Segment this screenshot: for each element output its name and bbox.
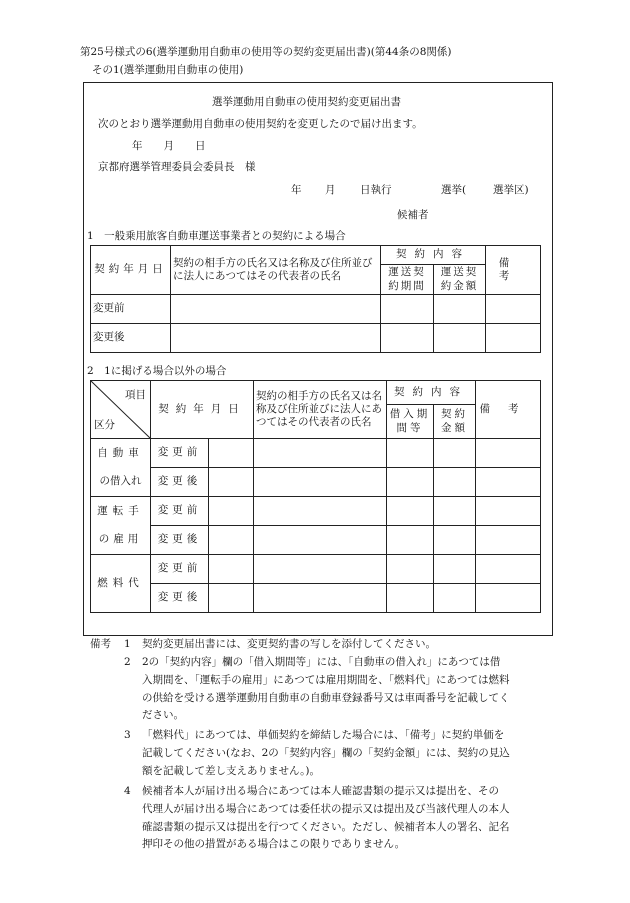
note-2-number: 2 — [124, 656, 131, 668]
form-number: 第25号様式の6(選挙運動用自動車の使用等の契約変更届出書)(第44条の8関係) — [80, 46, 452, 58]
s2-group-vehicle — [91, 439, 151, 497]
s2-header-remarks: 備考 — [476, 381, 541, 439]
s2-group-fuel — [91, 555, 151, 613]
s2-header-contract-content: 契約内容 — [387, 381, 476, 405]
s1-cell-period-after[interactable] — [381, 324, 434, 353]
candidate-label: 候補者 — [397, 209, 429, 221]
election-district: 選挙区) — [493, 184, 529, 196]
election-name: 選挙( — [441, 184, 467, 196]
s2-vehicle-after-date[interactable] — [209, 468, 254, 497]
s1-cell-remarks-after[interactable] — [486, 324, 541, 353]
s2-vehicle-after-amount[interactable] — [434, 468, 476, 497]
note-3 — [142, 727, 510, 780]
s2-driver-before-period[interactable] — [387, 497, 434, 526]
election-year: 年 — [291, 184, 302, 196]
s2-vehicle-before-remarks[interactable] — [476, 439, 541, 468]
s2-vehicle-after-remarks[interactable] — [476, 468, 541, 497]
s2-driver-before-amount[interactable] — [434, 497, 476, 526]
section2-title: 2 1に掲げる場合以外の場合 — [87, 365, 227, 377]
note-4-line-3: 確認書類の提示又は提出を行つてください。ただし、候補者本人の署名、記名 — [142, 820, 510, 833]
s1-cell-party-after[interactable] — [171, 324, 381, 353]
s2-fuel-before-date[interactable] — [209, 555, 254, 584]
notes-label: 備考 — [90, 638, 111, 650]
addressee: 京都府選挙管理委員会委員長 様 — [98, 161, 256, 173]
note-2-line-3: の供給を受ける選挙運動用自動車の自動車登録番号又は車両番号を記載してく — [142, 691, 510, 704]
s1-cell-remarks-before[interactable] — [486, 295, 541, 324]
s2-fuel-after-remarks[interactable] — [476, 584, 541, 613]
s2-fuel-after-period[interactable] — [387, 584, 434, 613]
s1-header-transport-amount: 運送契約金額 — [434, 265, 486, 295]
s2-fuel-before: 変更前 — [151, 555, 209, 584]
s2-group-vehicle-label-b: の借入れ — [99, 474, 142, 487]
s1-header-remarks: 備考 — [486, 246, 541, 295]
election-month: 月 — [325, 184, 336, 196]
s2-group-fuel-label-a: 燃料代 — [97, 576, 144, 589]
note-2-line-4: ださい。 — [142, 709, 184, 722]
s1-cell-amount-after[interactable] — [434, 324, 486, 353]
s1-header-contract-content: 契約内容 — [381, 246, 486, 265]
s2-fuel-before-party[interactable] — [254, 555, 387, 584]
s2-fuel-after-date[interactable] — [209, 584, 254, 613]
s2-driver-after-remarks[interactable] — [476, 526, 541, 555]
s2-fuel-before-amount[interactable] — [434, 555, 476, 584]
section1-title: 1 一般乗用旅客自動車運送事業者との契約による場合 — [87, 230, 346, 242]
section1-table — [90, 245, 541, 353]
s1-row-before: 変更前 — [91, 295, 171, 324]
s1-header-party: 契約の相手方の氏名又は名称及び住所並びに法人にあつてはその代表者の氏名 — [171, 246, 381, 295]
s2-fuel-after: 変更後 — [151, 584, 209, 613]
s2-vehicle-after-party[interactable] — [254, 468, 387, 497]
note-3-line-1: 「燃料代」にあつては、単価契約を締結した場合には、「備考」に契約単価を — [142, 729, 505, 741]
note-4 — [142, 783, 510, 854]
s2-vehicle-before-party[interactable] — [254, 439, 387, 468]
s2-header-contract-amount: 契約金額 — [434, 405, 476, 439]
s2-header-category: 区分 — [94, 418, 115, 431]
s2-group-driver-label-b: の雇用 — [98, 532, 143, 545]
note-3-line-2: 記載してください(なお、2の「契約内容」欄の「契約金額」には、契約の見込 — [142, 746, 510, 759]
form-title: 選挙運動用自動車の使用契約変更届出書 — [212, 96, 401, 108]
s2-vehicle-before: 変更前 — [151, 439, 209, 468]
s2-driver-after-date[interactable] — [209, 526, 254, 555]
note-2-line-1: 2の「契約内容」欄の「借入期間等」には、「自動車の借入れ」にあつては借 — [142, 656, 501, 668]
form-subtitle: その1(選挙運動用自動車の使用) — [92, 64, 244, 76]
s2-header-party: 契約の相手方の氏名又は名称及び住所並びに法人にあつてはその代表者の氏名 — [254, 381, 387, 439]
s1-cell-party-before[interactable] — [171, 295, 381, 324]
s1-header-transport-period: 運送契約期間 — [381, 265, 434, 295]
submission-date: 年 月 日 — [132, 140, 206, 152]
note-2-line-2: 入期間を、「運転手の雇用」にあつては雇用期間を、「燃料代」にあつては燃料 — [142, 673, 510, 686]
s2-driver-before-remarks[interactable] — [476, 497, 541, 526]
s1-header-contract-date: 契約年月日 — [91, 246, 171, 295]
note-2 — [142, 654, 510, 725]
s1-row-after: 変更後 — [91, 324, 171, 353]
section2-table — [90, 380, 541, 613]
s2-group-driver-label-a: 運転手 — [97, 505, 144, 518]
s2-driver-before-party[interactable] — [254, 497, 387, 526]
s2-vehicle-after: 変更後 — [151, 468, 209, 497]
s2-driver-after-period[interactable] — [387, 526, 434, 555]
s1-cell-period-before[interactable] — [381, 295, 434, 324]
s2-vehicle-before-period[interactable] — [387, 439, 434, 468]
s2-fuel-after-party[interactable] — [254, 584, 387, 613]
s2-driver-before: 変更前 — [151, 497, 209, 526]
s2-group-vehicle-label-a: 自動車 — [97, 447, 144, 460]
s2-fuel-after-amount[interactable] — [434, 584, 476, 613]
s2-vehicle-before-amount[interactable] — [434, 439, 476, 468]
note-4-line-4: 押印その他の措置がある場合はこの限りでありません。 — [142, 838, 406, 851]
s2-driver-after: 変更後 — [151, 526, 209, 555]
note-3-number: 3 — [124, 729, 131, 741]
note-4-line-1: 候補者本人が届け出る場合にあつては本人確認書類の提示又は提出を、その — [142, 785, 499, 797]
s1-cell-amount-before[interactable] — [434, 295, 486, 324]
note-3-line-3: 額を記載して差し支えありません。)。 — [142, 764, 320, 777]
s2-header-borrow-period: 借入期間等 — [387, 405, 434, 439]
s2-vehicle-after-period[interactable] — [387, 468, 434, 497]
note-1 — [142, 636, 436, 654]
election-day: 日執行 — [360, 184, 392, 196]
s2-header-item: 項目 — [125, 389, 146, 401]
s2-driver-before-date[interactable] — [209, 497, 254, 526]
s2-vehicle-before-date[interactable] — [209, 439, 254, 468]
note-1-number: 1 — [124, 638, 131, 650]
note-4-line-2: 代理人が届け出る場合にあつては委任状の提示又は提出及び当該代理人の本人 — [142, 802, 510, 815]
s2-header-contract-date: 契約年月日 — [151, 381, 254, 439]
note-1-line-1: 契約変更届出書には、変更契約書の写しを添付してください。 — [142, 638, 436, 650]
s2-driver-after-amount[interactable] — [434, 526, 476, 555]
s2-fuel-before-period[interactable] — [387, 555, 434, 584]
s2-group-driver — [91, 497, 151, 555]
s2-driver-after-party[interactable] — [254, 526, 387, 555]
s2-fuel-before-remarks[interactable] — [476, 555, 541, 584]
intro-text: 次のとおり選挙運動用自動車の使用契約を変更したので届け出ます。 — [98, 118, 423, 130]
note-4-number: 4 — [124, 785, 131, 797]
s2-header-item-category — [91, 381, 151, 439]
